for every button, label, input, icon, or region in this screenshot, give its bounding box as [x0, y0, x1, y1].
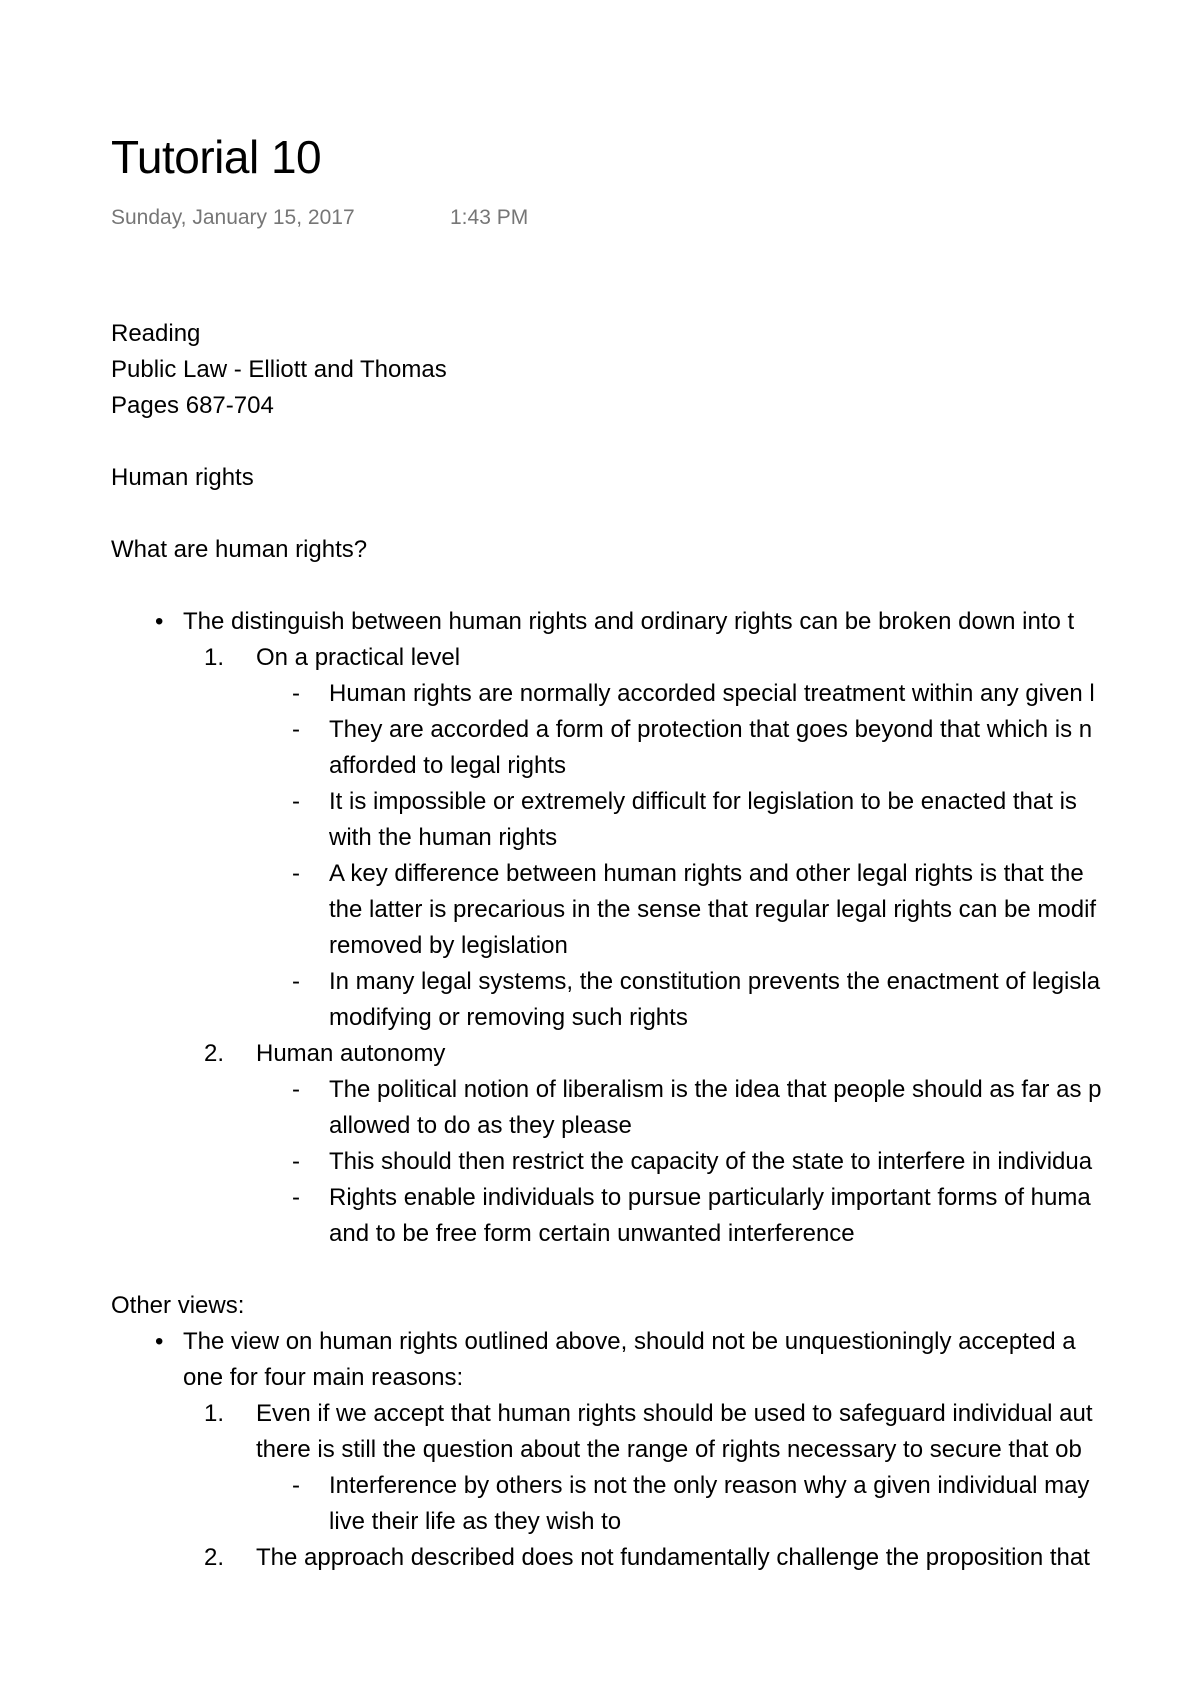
dash-marker: - [292, 968, 300, 995]
bullet-marker: • [155, 608, 164, 635]
dash-item-text: It is impossible or extremely difficult for legislation to be enacted that is [329, 788, 1077, 815]
dash-item-text: removed by legislation [329, 932, 568, 959]
list-number: 2. [204, 1040, 225, 1067]
list-item-text: The approach described does not fundamentally challenge the proposition that [256, 1544, 1090, 1571]
dash-marker: - [292, 788, 300, 815]
reading-book: Public Law - Elliott and Thomas [111, 356, 447, 383]
page-date: Sunday, January 15, 2017 [111, 206, 355, 229]
other-views-heading: Other views: [111, 1292, 245, 1319]
dash-marker: - [292, 716, 300, 743]
dash-item-text: In many legal systems, the constitution prevents the enactment of legisla [329, 968, 1101, 995]
dash-item-text: The political notion of liberalism is the idea that people should as far as p [329, 1076, 1102, 1103]
dash-marker: - [292, 1076, 300, 1103]
dash-item-text: the latter is precarious in the sense that regular legal rights can be modif [329, 896, 1097, 923]
dash-marker: - [292, 1184, 300, 1211]
dash-item-text: Rights enable individuals to pursue particularly important forms of huma [329, 1184, 1091, 1211]
list-item-text: Even if we accept that human rights should be used to safeguard individual aut [256, 1400, 1093, 1427]
dash-item-text: allowed to do as they please [329, 1112, 632, 1139]
dash-marker: - [292, 860, 300, 887]
bullet-text: one for four main reasons: [183, 1364, 464, 1391]
reading-heading: Reading [111, 320, 201, 347]
bullet-text: The distinguish between human rights and ordinary rights can be broken down into t [183, 608, 1075, 635]
list-number: 1. [204, 1400, 225, 1427]
bullet-text: The view on human rights outlined above, should not be unquestioningly accepted a [183, 1328, 1076, 1355]
dash-marker: - [292, 1472, 300, 1499]
dash-marker: - [292, 1148, 300, 1175]
reading-pages: Pages 687-704 [111, 392, 274, 419]
page-title: Tutorial 10 [111, 131, 322, 183]
list-item-label: On a practical level [256, 644, 461, 671]
dash-item-text: This should then restrict the capacity of the state to interfere in individua [329, 1148, 1093, 1175]
list-number: 1. [204, 644, 225, 671]
list-number: 2. [204, 1544, 225, 1571]
dash-item-text: with the human rights [329, 824, 558, 851]
dash-item-text: modifying or removing such rights [329, 1004, 688, 1031]
dash-item-text: They are accorded a form of protection that goes beyond that which is n [329, 716, 1093, 743]
dash-item-text: Human rights are normally accorded special treatment within any given l [329, 680, 1095, 707]
dash-item-text: live their life as they wish to [329, 1508, 622, 1535]
dash-item-text: Interference by others is not the only reason why a given individual may [329, 1472, 1090, 1499]
list-item-label: Human autonomy [256, 1040, 446, 1067]
dash-item-text: and to be free form certain unwanted interference [329, 1220, 855, 1247]
page-timestamp [111, 206, 529, 230]
topic-heading: Human rights [111, 464, 254, 491]
dash-marker: - [292, 680, 300, 707]
dash-item-text: A key difference between human rights and other legal rights is that the [329, 860, 1084, 887]
question-heading: What are human rights? [111, 536, 368, 563]
dash-item-text: afforded to legal rights [329, 752, 567, 779]
bullet-marker: • [155, 1328, 164, 1355]
page-time: 1:43 PM [450, 206, 529, 229]
list-item-text: there is still the question about the range of rights necessary to secure that ob [256, 1436, 1082, 1463]
